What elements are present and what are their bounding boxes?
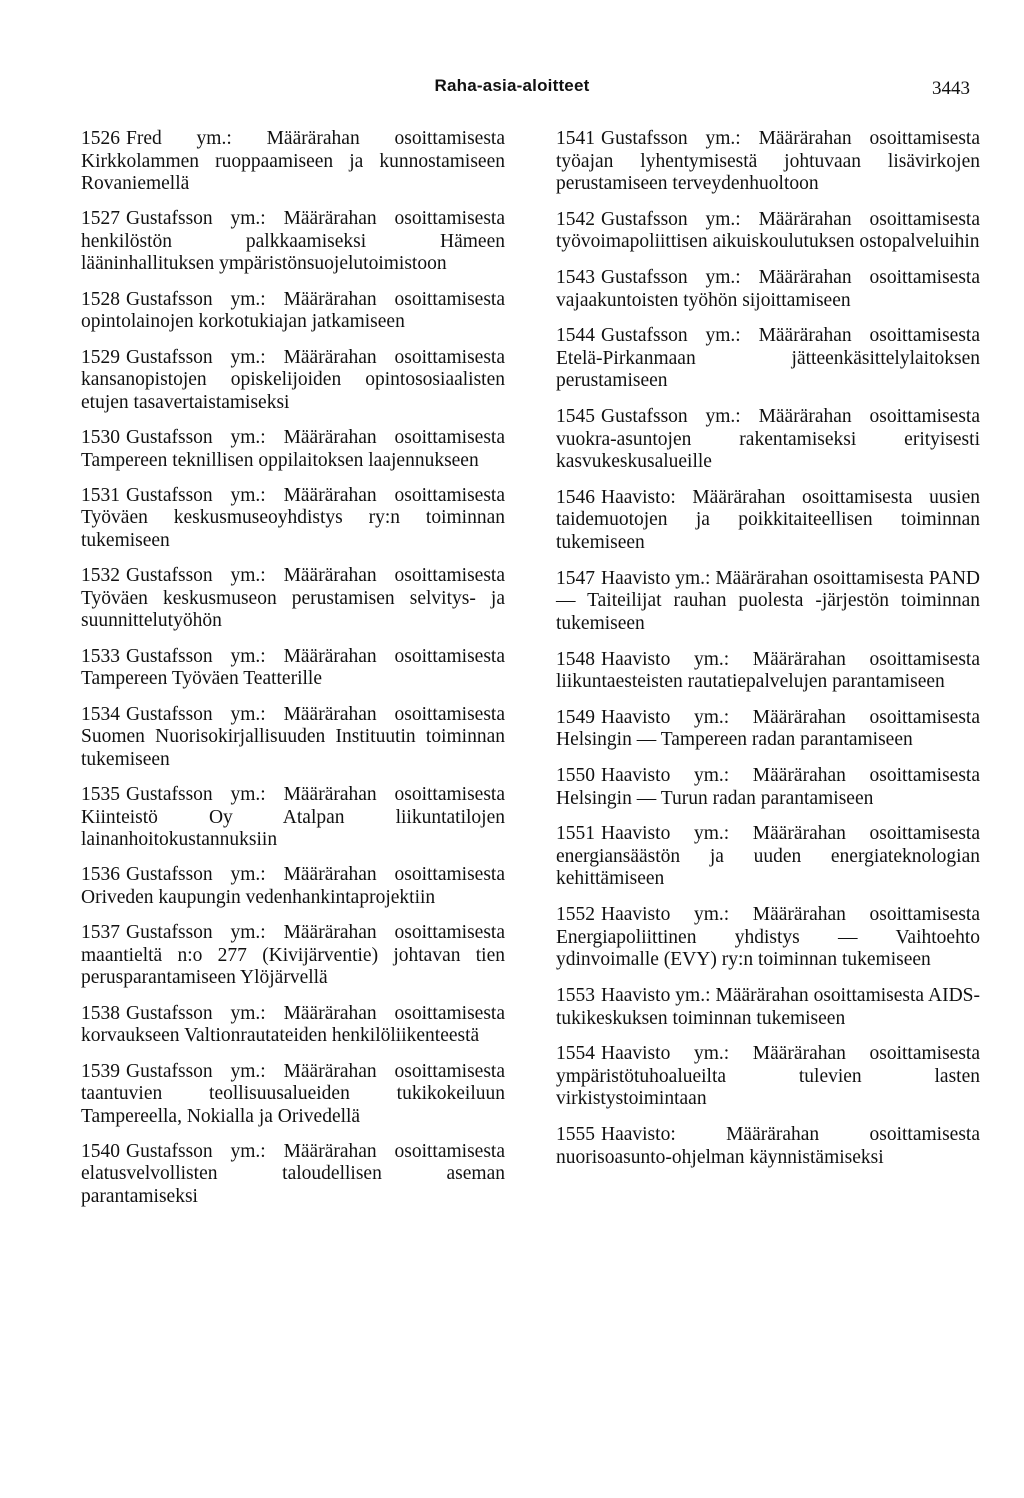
motion-entry <box>556 568 980 636</box>
motion-number: 1552 <box>556 904 595 926</box>
motion-number: 1543 <box>556 267 595 289</box>
motion-number: 1542 <box>556 208 595 230</box>
motion-text: Haavisto: Määrärahan osoittamisesta uusien taidemuotojen ja poikkitaiteellisen toiminnan tukemiseen <box>556 486 980 553</box>
motion-number: 1526 <box>81 128 120 149</box>
motion-number: 1540 <box>81 1140 120 1162</box>
motion-number: 1539 <box>81 1060 120 1082</box>
motion-number: 1537 <box>81 922 120 944</box>
motion-text: Haavisto ym.: Määrärahan osoittamisesta Helsingin — Turun radan parantamiseen <box>556 765 980 809</box>
motion-number: 1528 <box>81 288 120 310</box>
motion-entry <box>556 128 980 196</box>
motion-number: 1541 <box>556 128 595 149</box>
motion-text: Gustafsson ym.: Määrärahan osoittamisesta kansanopistojen opiskelijoiden opintososiaalisten etujen tasavertaistamiseksi <box>81 346 505 413</box>
motion-text: Gustafsson ym.: Määrärahan osoittamisesta Tampereen teknillisen oppilaitoksen laajennukseen <box>81 427 505 471</box>
motion-entry <box>556 1043 980 1111</box>
motion-entry <box>81 565 505 633</box>
motion-entry <box>556 707 980 752</box>
motion-entry <box>81 922 505 990</box>
motion-number: 1529 <box>81 346 120 368</box>
motion-entry <box>81 784 505 852</box>
motion-number: 1527 <box>81 208 120 230</box>
motion-number: 1551 <box>556 823 595 845</box>
motion-number: 1553 <box>556 985 595 1007</box>
right-column <box>556 128 980 1182</box>
motion-entry <box>556 209 980 254</box>
motion-text: Gustafsson ym.: Määrärahan osoittamisesta Kiinteistö Oy Atalpan liikuntatilojen lainanhoitokustannuksiin <box>81 784 505 851</box>
motion-entry <box>556 487 980 555</box>
motion-number: 1532 <box>81 565 120 587</box>
motion-entry <box>556 325 980 393</box>
motion-entry <box>81 1003 505 1048</box>
motion-entry <box>81 427 505 472</box>
motion-text: Gustafsson ym.: Määrärahan osoittamisesta Etelä-Pirkanmaan jätteenkäsittelylaitoksen perustamiseen <box>556 325 980 392</box>
motion-entry <box>556 765 980 810</box>
motion-text: Gustafsson ym.: Määrärahan osoittamisesta Oriveden kaupungin vedenhankintaprojektiin <box>81 864 505 908</box>
motion-entry <box>81 208 505 276</box>
page-number: 3443 <box>932 78 970 99</box>
motion-number: 1538 <box>81 1002 120 1024</box>
motion-number: 1536 <box>81 864 120 886</box>
motion-number: 1550 <box>556 765 595 787</box>
motion-text: Gustafsson ym.: Määrärahan osoittamisesta Työväen keskusmuseoyhdistys ry:n toiminnan tukemiseen <box>81 484 505 551</box>
motion-number: 1530 <box>81 427 120 449</box>
motion-entry <box>81 864 505 909</box>
motion-entry <box>556 649 980 694</box>
motion-text: Haavisto ym.: Määrärahan osoittamisesta ympäristötuhoalueilta tulevien lasten virkistystoimintaan <box>556 1043 980 1110</box>
motion-entry <box>81 646 505 691</box>
motion-text: Haavisto: Määrärahan osoittamisesta nuorisoasunto-ohjelman käynnistämiseksi <box>556 1124 980 1168</box>
motion-text: Haavisto ym.: Määrärahan osoittamisesta AIDS-tukikeskuksen toiminnan tukemiseen <box>556 985 980 1029</box>
motion-text: Gustafsson ym.: Määrärahan osoittamisesta vajaakuntoisten työhön sijoittamiseen <box>556 267 980 311</box>
motion-text: Gustafsson ym.: Määrärahan osoittamisesta maantieltä n:o 277 (Kivijärventie) johtavan tien perusparantamiseen Ylöjärvellä <box>81 922 505 989</box>
motion-text: Gustafsson ym.: Määrärahan osoittamisesta työvoimapoliittisen aikuiskoulutuksen ostopalveluihin <box>556 208 980 253</box>
motion-text: Gustafsson ym.: Määrärahan osoittamisesta työajan lyhentymisestä johtuvaan lisävirkojen perustamiseen terveydenhuoltoon <box>556 128 980 194</box>
motion-entry <box>81 1141 505 1209</box>
motion-entry <box>556 823 980 891</box>
motion-entry <box>556 406 980 474</box>
motion-text: Gustafsson ym.: Määrärahan osoittamisesta Työväen keskusmuseon perustamisen selvitys- ja suunnittelutyöhön <box>81 565 505 632</box>
motion-number: 1544 <box>556 325 595 347</box>
motion-text: Gustafsson ym.: Määrärahan osoittamisesta Suomen Nuorisokirjallisuuden Instituutin toiminnan tukemiseen <box>81 703 505 770</box>
motion-number: 1555 <box>556 1124 595 1146</box>
motion-number: 1531 <box>81 484 120 506</box>
motion-number: 1533 <box>81 645 120 667</box>
motion-text: Haavisto ym.: Määrärahan osoittamisesta Helsingin — Tampereen radan parantamiseen <box>556 706 980 751</box>
motion-entry <box>81 704 505 772</box>
motion-entry <box>81 347 505 415</box>
motion-text: Gustafsson ym.: Määrärahan osoittamisesta henkilöstön palkkaamiseksi Hämeen lääninhallituksen ympäristönsuojelutoimistoon <box>81 208 505 275</box>
motion-entry <box>81 1061 505 1129</box>
motion-number: 1554 <box>556 1043 595 1065</box>
motion-number: 1547 <box>556 567 595 589</box>
motion-entry <box>81 289 505 334</box>
motion-number: 1535 <box>81 784 120 806</box>
motion-number: 1545 <box>556 406 595 428</box>
motion-entry <box>81 485 505 553</box>
left-column <box>81 128 505 1221</box>
motion-number: 1534 <box>81 703 120 725</box>
motion-text: Haavisto ym.: Määrärahan osoittamisesta PAND — Taiteilijat rauhan puolesta -järjestön toiminnan tukemiseen <box>556 567 980 634</box>
motion-entry <box>81 128 505 196</box>
motion-entry <box>556 1124 980 1169</box>
motion-text: Gustafsson ym.: Määrärahan osoittamisesta opintolainojen korkotukiajan jatkamiseen <box>81 288 505 333</box>
motion-text: Gustafsson ym.: Määrärahan osoittamisesta taantuvien teollisuusalueiden tukikokeiluun Tampereella, Nokialla ja Orivedellä <box>81 1060 505 1127</box>
motion-text: Haavisto ym.: Määrärahan osoittamisesta Energiapoliittinen yhdistys — Vaihtoehto ydinvoimalle (EVY) ry:n toiminnan tukemiseen <box>556 904 980 971</box>
motion-text: Fred ym.: Määrärahan osoittamisesta Kirkkolammen ruoppaamiseen ja kunnostamiseen Rovaniemellä <box>81 128 505 194</box>
motion-number: 1546 <box>556 486 595 508</box>
motion-entry <box>556 985 980 1030</box>
motion-text: Gustafsson ym.: Määrärahan osoittamisesta korvaukseen Valtionrautateiden henkilöliikenteestä <box>81 1002 505 1047</box>
motion-text: Gustafsson ym.: Määrärahan osoittamisesta elatusvelvollisten taloudellisen aseman parantamiseksi <box>81 1140 505 1207</box>
motion-text: Gustafsson ym.: Määrärahan osoittamisesta vuokra-asuntojen rakentamiseksi erityisesti kasvukeskusalueille <box>556 406 980 473</box>
motion-text: Haavisto ym.: Määrärahan osoittamisesta liikuntaesteisten rautatiepalvelujen parantamiseen <box>556 648 980 693</box>
motion-text: Gustafsson ym.: Määrärahan osoittamisesta Tampereen Työväen Teatterille <box>81 645 505 690</box>
motion-entry <box>556 267 980 312</box>
motion-entry <box>556 904 980 972</box>
motion-text: Haavisto ym.: Määrärahan osoittamisesta energiansäästön ja uuden energiateknologian kehittämiseen <box>556 823 980 890</box>
motion-number: 1548 <box>556 648 595 670</box>
page-header-title: Raha-asia-aloitteet <box>434 76 590 95</box>
motion-number: 1549 <box>556 706 595 728</box>
